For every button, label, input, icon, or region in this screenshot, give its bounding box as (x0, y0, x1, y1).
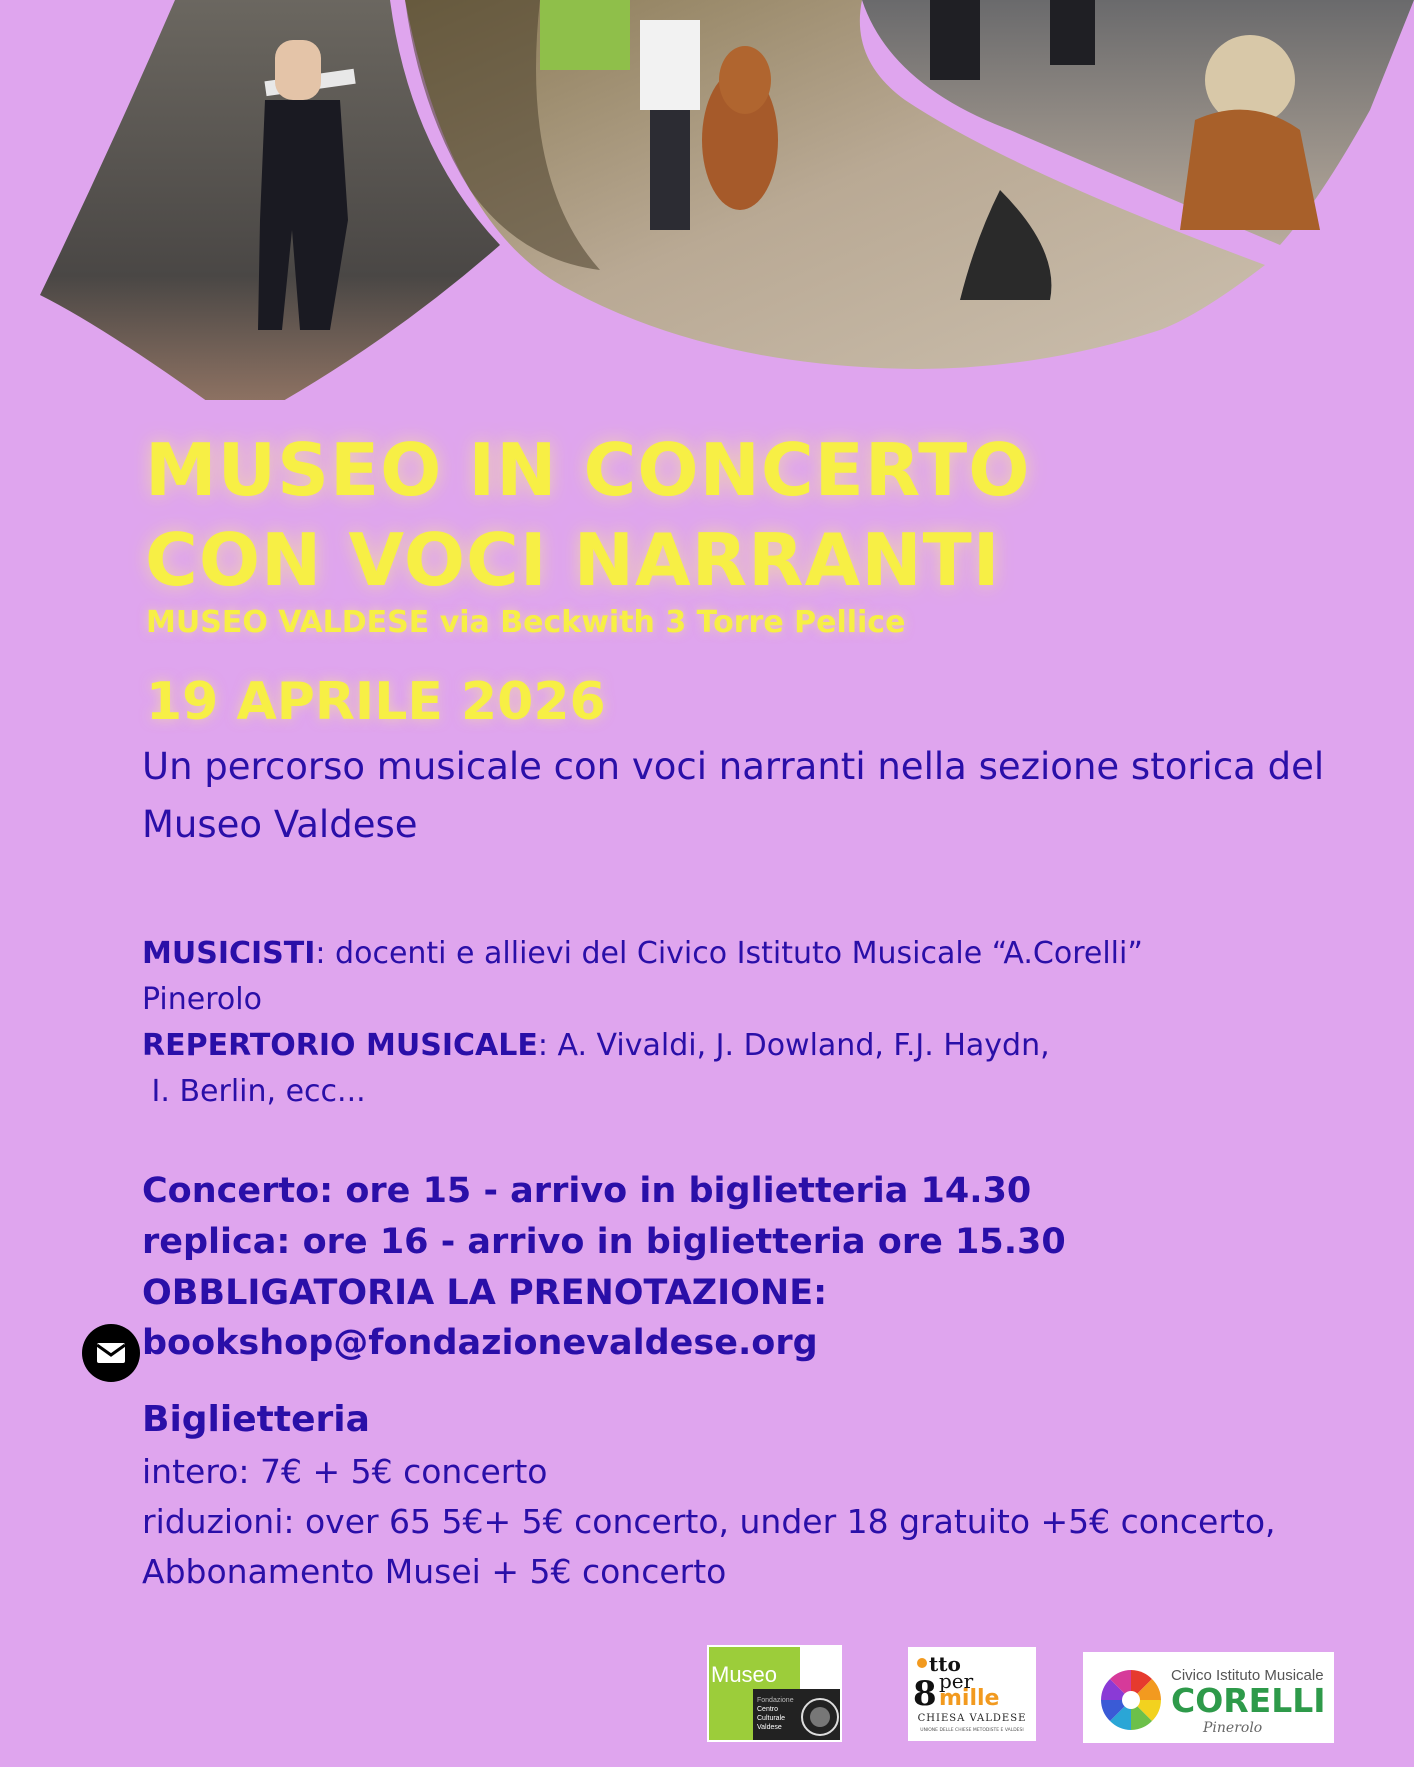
svg-text:CHIESA VALDESE: CHIESA VALDESE (917, 1713, 1027, 1724)
svg-text:Valdese: Valdese (757, 1724, 782, 1731)
musicisti-line (142, 931, 1143, 977)
price-full: intero: 7€ + 5€ concerto (142, 1452, 548, 1491)
booking-required: OBBLIGATORIA LA PRENOTAZIONE: (142, 1273, 828, 1313)
svg-text:UNIONE DELLE CHIESE METODISTE: UNIONE DELLE CHIESE METODISTE E VALDESI (920, 1728, 1024, 1733)
otto-per-mille-logo (908, 1647, 1036, 1741)
musicisti-label: MUSICISTI (142, 936, 316, 971)
repertorio-text: : A. Vivaldi, J. Dowland, F.J. Haydn, (537, 1028, 1050, 1063)
repertorio-continued: I. Berlin, ecc... (142, 1074, 366, 1109)
musicisti-text: : docenti e allievi del Civico Istituto Musicale “A.Corelli” (315, 936, 1143, 971)
price-reductions: riduzioni: over 65 5€+ 5€ concerto, under 18 gratuito +5€ concerto, (142, 1502, 1276, 1541)
svg-text:per: per (939, 1669, 974, 1693)
svg-text:Centro: Centro (757, 1706, 779, 1713)
svg-text:tto: tto (929, 1652, 961, 1676)
mail-icon (82, 1324, 140, 1382)
svg-text:CORELLI: CORELLI (1171, 1681, 1326, 1720)
booking-email-link[interactable]: bookshop@fondazionevaldese.org (142, 1323, 818, 1363)
repertorio-line (142, 1023, 1050, 1069)
svg-text:Pinerolo: Pinerolo (1203, 1720, 1263, 1736)
price-museum-pass: Abbonamento Musei + 5€ concerto (142, 1552, 727, 1591)
event-date: 19 APRILE 2026 (146, 672, 606, 732)
intro-text: Un percorso musicale con voci narranti nella sezione storica del Museo Valdese (142, 745, 1325, 846)
svg-text:Culturale: Culturale (757, 1715, 786, 1722)
title-line-1: MUSEO IN CONCERTO (145, 428, 1031, 512)
museo-logo (707, 1645, 842, 1742)
photo-collage (0, 0, 1414, 400)
svg-text:Civico Istituto Musicale: Civico Istituto Musicale (1171, 1667, 1324, 1684)
venue: MUSEO VALDESE via Beckwith 3 Torre Pellice (146, 605, 906, 640)
museo-logo-word: Museo (711, 1662, 778, 1687)
repertorio-label: REPERTORIO MUSICALE (142, 1028, 538, 1063)
replica-time: replica: ore 16 - arrivo in biglietteria ore 15.30 (142, 1222, 1066, 1262)
corelli-logo (1083, 1652, 1334, 1743)
concerto-time: Concerto: ore 15 - arrivo in biglietteria 14.30 (142, 1171, 1032, 1211)
svg-text:Fondazione: Fondazione (757, 1697, 794, 1704)
svg-text:mille: mille (939, 1686, 1000, 1711)
musicisti-city: Pinerolo (142, 982, 262, 1017)
title-line-2: CON VOCI NARRANTI (145, 518, 1001, 602)
svg-text:8: 8 (913, 1674, 937, 1714)
ticket-office-heading: Biglietteria (142, 1399, 370, 1440)
